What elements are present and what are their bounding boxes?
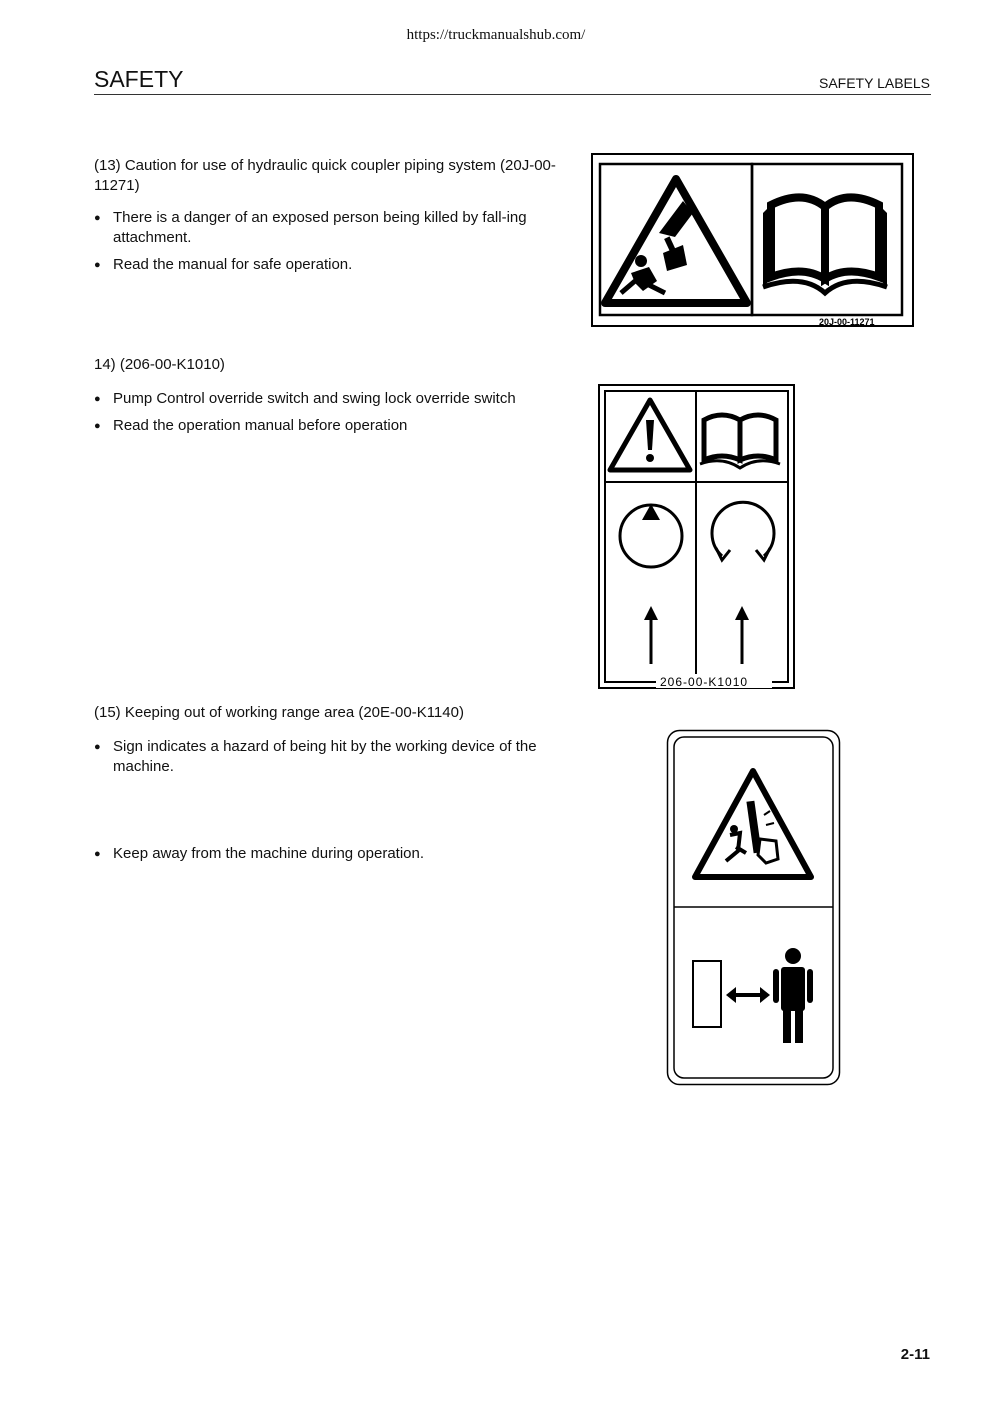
section-13-bullet-2: ● Read the manual for safe operation. [94, 255, 560, 275]
section-13 [94, 156, 560, 275]
section-13-bullet-1: ● There is a danger of an exposed person being killed by fall-ing attachment. [94, 208, 560, 248]
section-15-bullet-2: ● Keep away from the machine during operation. [94, 844, 560, 864]
section-title: SAFETY [94, 66, 184, 92]
section-13-title: (13) Caution for use of hydraulic quick coupler piping system (20J-00-11271) [94, 157, 556, 194]
label-14-code: 206-00-K1010 [660, 675, 749, 689]
section-14-bullet-1: ● Pump Control override switch and swing lock override switch [94, 389, 560, 409]
section-15-title: (15) Keeping out of working range area (20E-00-K1140) [94, 704, 464, 721]
label-14-override-switch [598, 384, 796, 692]
subsection-title: SAFETY LABELS [818, 75, 930, 91]
read-manual-icon [700, 415, 780, 468]
label-13-falling-attachment [591, 153, 915, 329]
section-14-bullet-2: ● Read the operation manual before operation [94, 416, 560, 436]
section-14 [94, 355, 560, 436]
label-13-code: 20J-00-11271 [819, 317, 875, 327]
source-url: https://truckmanualshub.com/ [406, 27, 586, 43]
section-15 [94, 703, 560, 864]
page-number: 2-11 [900, 1346, 930, 1363]
section-15-bullet-1: ● Sign indicates a hazard of being hit by the working device of the machine. [94, 737, 560, 777]
label-15-working-range [666, 729, 842, 1087]
section-14-title: 14) (206-00-K1010) [94, 356, 225, 373]
header-rule [94, 94, 931, 95]
